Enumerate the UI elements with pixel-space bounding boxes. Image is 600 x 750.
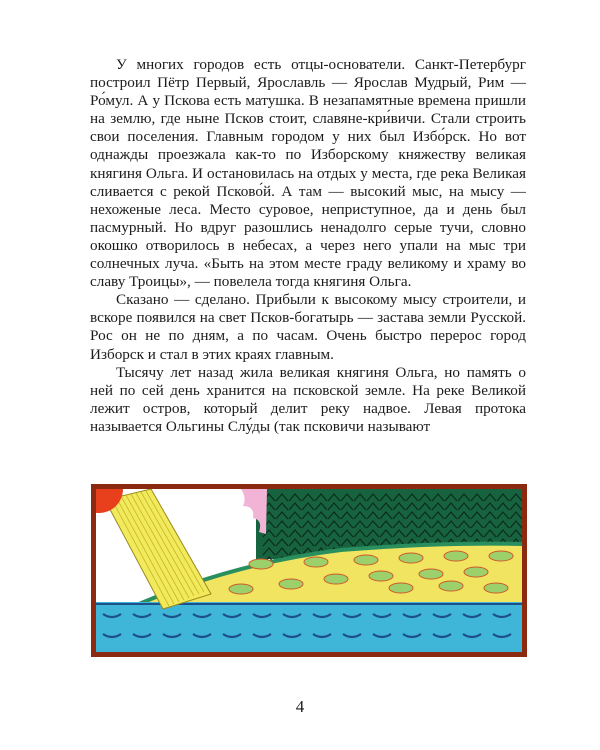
bush — [369, 571, 393, 581]
illustration-cape-with-forest-and-river — [91, 484, 527, 657]
bush — [439, 581, 463, 591]
bush — [229, 584, 253, 594]
bush — [464, 567, 488, 577]
bush — [324, 574, 348, 584]
paragraph-2: Сказано — сделано. Прибыли к высокому мысу строители, и вскоре появился на свет Псков-богатырь — застава земли Русской. Рос он не по дням, а по часам. Очень быстро перерос город Изборск и стал в этих краях главным. — [90, 291, 526, 363]
bush — [354, 555, 378, 565]
bush — [304, 557, 328, 567]
bush — [489, 551, 513, 561]
bush — [484, 583, 508, 593]
text-block — [90, 56, 526, 436]
paragraph-3: Тысячу лет назад жила великая княгиня Ольга, но память о ней по сей день хранится на псковской земле. На реке Великой лежит остров, который делит реку надвое. Левая протока называется Ольгины Слу́ды (так псковичи называют — [90, 363, 526, 435]
bush — [389, 583, 413, 593]
bush — [249, 559, 273, 569]
bush — [419, 569, 443, 579]
bush — [279, 579, 303, 589]
water — [96, 602, 522, 652]
paragraph-1: У многих городов есть отцы-основатели. Санкт-Петербург построил Пётр Первый, Ярославль — Ярослав Мудрый, Рим — Ро́мул. А у Пскова есть матушка. В незапамятные времена пришли на землю, где ныне Псков стоит, славяне-кри́вичи. Стали строить свои поселения. Главным городом у них был Избо́рск. Но вот однажды проезжала как-то по Изборскому княжеству великая княгиня Ольга. И остановилась на отдых у места, где река Великая сливается с рекой Псково́й. А там — высокий мыс, на мысу — нехоженые леса. Место суровое, неприступное, да и день был пасмурный. Но вдруг разошлись ненадолго серые тучи, словно окошко отворилось в небесах, а через него упали на мыс три солнечных луча. «Быть на этом месте граду великому и храму во славу Троицы», — повелела тогда княгиня Ольга. — [90, 56, 526, 291]
bush — [444, 551, 468, 561]
page-number: 4 — [295, 697, 305, 716]
bush — [399, 553, 423, 563]
